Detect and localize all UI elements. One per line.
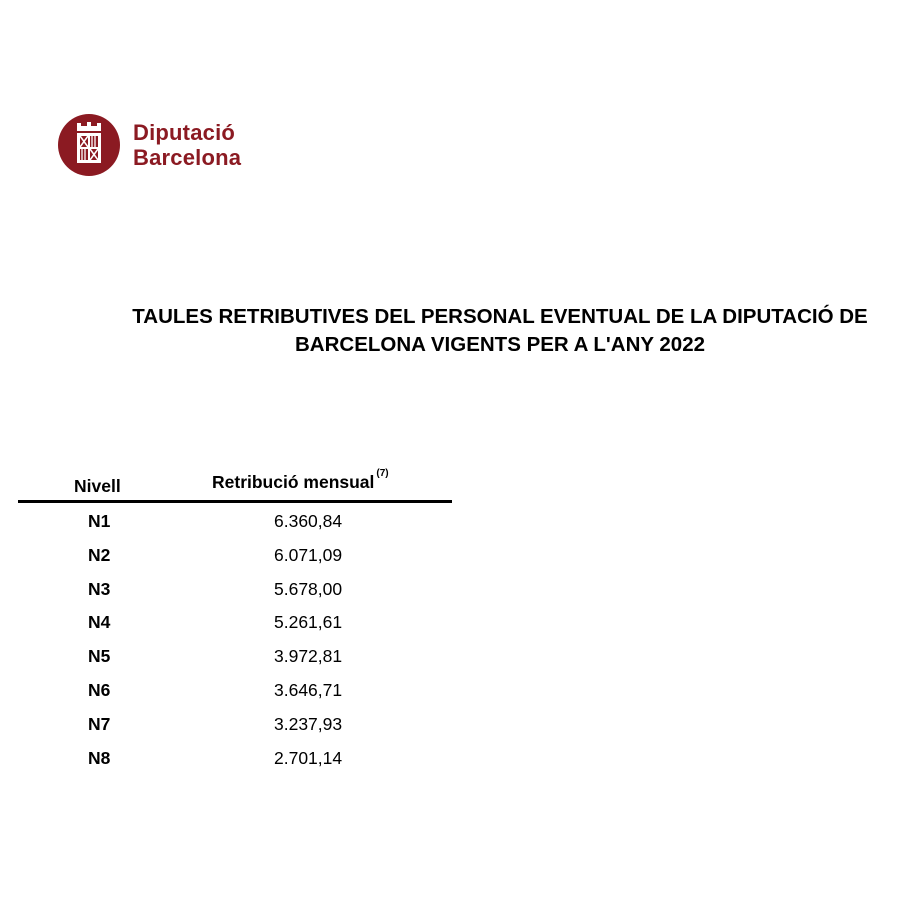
row-level: N7 — [88, 713, 111, 734]
row-level: N5 — [88, 646, 111, 667]
row-level: N4 — [88, 612, 111, 633]
page-title — [80, 303, 918, 359]
coat-of-arms-icon — [58, 114, 120, 176]
table-header — [18, 468, 452, 503]
table-row — [18, 710, 452, 744]
header-salary-label: Retribució mensual — [212, 472, 375, 492]
logo-line-2: Barcelona — [133, 145, 242, 170]
table-row — [18, 541, 452, 575]
row-salary: 3.237,93 — [274, 713, 343, 734]
table-row — [18, 642, 452, 676]
row-level: N1 — [88, 511, 111, 531]
row-salary: 2.701,14 — [274, 747, 343, 768]
table-row — [18, 507, 452, 541]
logo-line-1: Diputació — [133, 120, 236, 145]
row-level: N2 — [88, 544, 111, 565]
header-level: Nivell — [74, 476, 121, 496]
title-line-2: BARCELONA VIGENTS PER A L'ANY 2022 — [294, 333, 706, 356]
row-level: N3 — [88, 578, 111, 599]
row-salary: 5.261,61 — [274, 612, 343, 633]
salary-table — [18, 468, 452, 768]
row-salary: 3.972,81 — [274, 646, 343, 667]
row-salary: 3.646,71 — [274, 679, 343, 700]
row-level: N8 — [88, 747, 111, 768]
table-row — [18, 608, 452, 642]
row-salary: 6.071,09 — [274, 544, 343, 565]
row-salary: 5.678,00 — [274, 578, 343, 599]
row-salary: 6.360,84 — [274, 511, 343, 531]
footnote-ref: (7) — [376, 468, 389, 479]
table-row — [18, 676, 452, 710]
table-row — [18, 575, 452, 609]
row-level: N6 — [88, 679, 111, 700]
table-body — [18, 507, 452, 777]
diputacio-logo — [58, 114, 268, 176]
logo-wordmark — [133, 120, 241, 170]
title-line-1: TAULES RETRIBUTIVES DEL PERSONAL EVENTUAL DE LA DIPUTACIÓ DE — [132, 305, 868, 328]
header-salary — [212, 468, 389, 493]
table-row — [18, 744, 452, 778]
